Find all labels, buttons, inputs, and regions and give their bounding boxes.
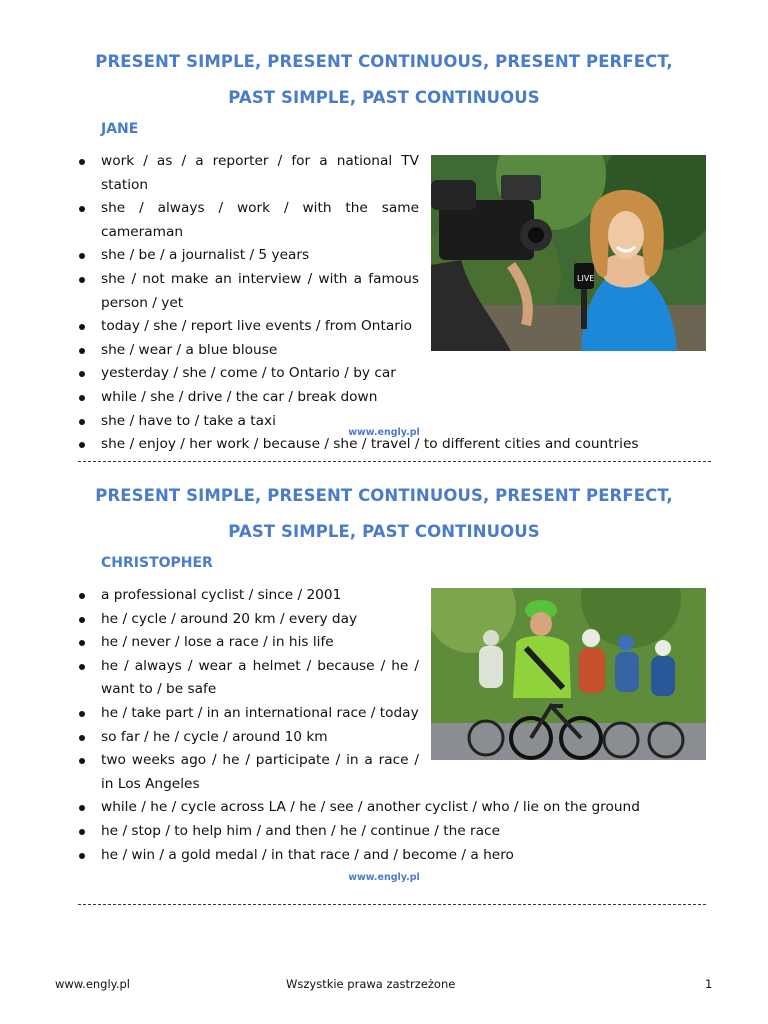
footer-copyright: Wszystkie prawa zastrzeżone [286, 977, 456, 991]
list-item: she / enjoy / her work / because / she / travel / to different cities and countries [78, 433, 661, 457]
list-item: two weeks ago / he / participate / in a race / in Los Angeles [78, 749, 661, 796]
page-number: 1 [705, 977, 713, 991]
worksheet-title-line-2: PAST SIMPLE, PAST CONTINUOUS [228, 88, 540, 107]
list-item: she / always / work / with the same cameraman [78, 197, 661, 244]
list-item: so far / he / cycle / around 10 km [78, 726, 661, 750]
worksheet-title-line-1: PRESENT SIMPLE, PRESENT CONTINUOUS, PRESENT PERFECT, [95, 486, 673, 505]
list-item: a professional cyclist / since / 2001 [78, 584, 661, 608]
mic-flag-text: LIVE [577, 274, 595, 283]
worksheet-title-line-2: PAST SIMPLE, PAST CONTINUOUS [228, 522, 540, 541]
list-item: he / win / a gold medal / in that race / and / become / a hero [78, 844, 661, 868]
list-item: while / she / drive / the car / break down [78, 386, 661, 410]
list-item: work / as / a reporter / for a national TV station [78, 150, 661, 197]
list-item: yesterday / she / come / to Ontario / by car [78, 362, 661, 386]
cut-line-divider [78, 461, 711, 462]
section-name-christopher: CHRISTOPHER [101, 555, 213, 571]
list-item: while / he / cycle across LA / he / see / another cyclist / who / lie on the ground [78, 796, 661, 820]
website-link[interactable]: www.engly.pl [348, 427, 420, 438]
cut-line-divider [78, 904, 706, 905]
list-item: he / never / lose a race / in his life [78, 631, 661, 655]
list-item: he / stop / to help him / and then / he / continue / the race [78, 820, 661, 844]
footer-website[interactable]: www.engly.pl [55, 977, 130, 991]
website-link[interactable]: www.engly.pl [348, 872, 420, 883]
list-item: she / be / a journalist / 5 years [78, 244, 661, 268]
list-item: today / she / report live events / from Ontario [78, 315, 661, 339]
reporter-photo [431, 155, 706, 351]
list-item: she / have to / take a taxi [78, 410, 661, 434]
list-item: he / take part / in an international race / today [78, 702, 661, 726]
list-item: she / not make an interview / with a famous person / yet [78, 268, 661, 315]
section-name-jane: JANE [101, 121, 139, 137]
list-item: he / cycle / around 20 km / every day [78, 608, 661, 632]
cyclists-photo [431, 588, 706, 760]
list-item: she / wear / a blue blouse [78, 339, 661, 363]
worksheet-title-line-1: PRESENT SIMPLE, PRESENT CONTINUOUS, PRESENT PERFECT, [95, 52, 673, 71]
list-item: he / always / wear a helmet / because / he / want to / be safe [78, 655, 661, 702]
